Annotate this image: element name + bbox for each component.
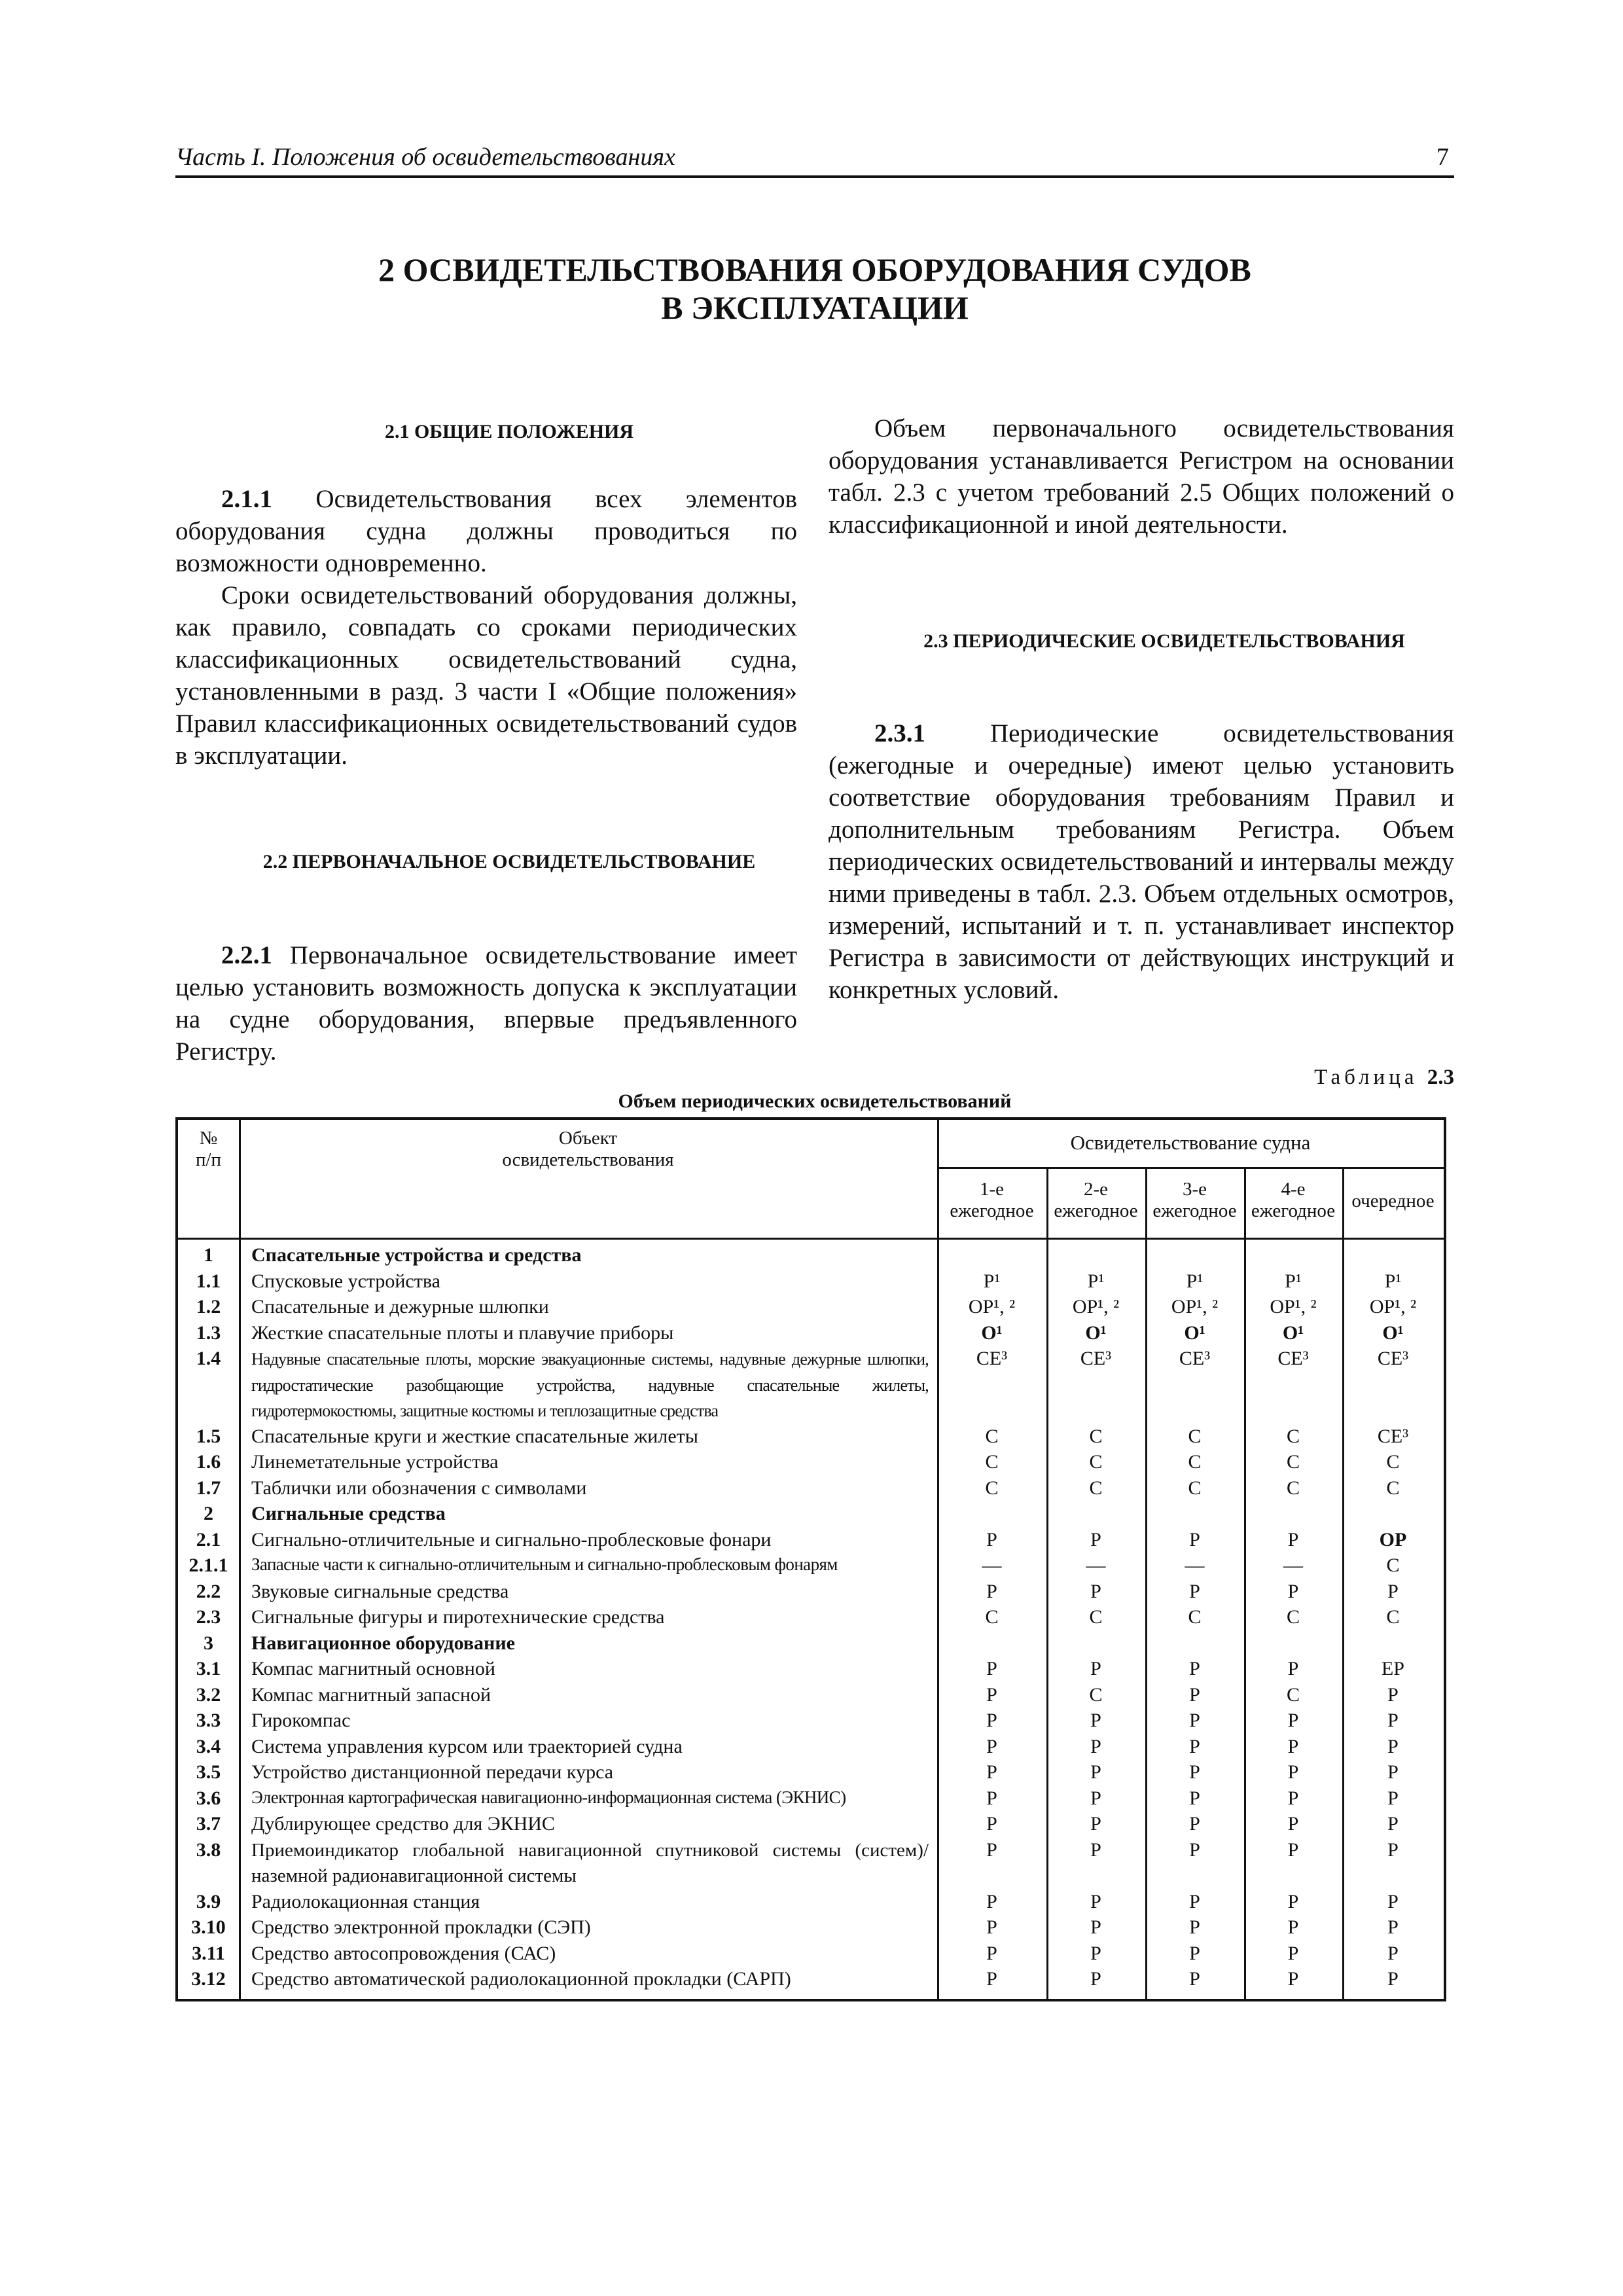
- row-value: OP¹, ²: [1270, 1296, 1317, 1318]
- section-heading-2-2: 2.2 ПЕРВОНАЧАЛЬНОЕ ОСВИДЕТЕЛЬСТВОВАНИЕ: [262, 851, 756, 872]
- row-value: C: [1188, 1477, 1202, 1499]
- row-value: P: [1189, 1787, 1200, 1809]
- row-value: P: [1189, 1916, 1200, 1938]
- row-value: P: [1189, 1968, 1200, 1990]
- chapter-title-line-1: 2 ОСВИДЕТЕЛЬСТВОВАНИЯ ОБОРУДОВАНИЯ СУДОВ: [378, 251, 1251, 288]
- row-value: C: [1089, 1606, 1103, 1628]
- row-number: 3.8: [196, 1839, 221, 1861]
- row-value: C: [1386, 1554, 1400, 1576]
- th-object-line-2: освидетельствования: [502, 1149, 674, 1170]
- th-annual-3-line-2: ежегодное: [1152, 1200, 1237, 1221]
- row-group-title: Навигационное оборудование: [251, 1632, 515, 1654]
- row-value: C: [985, 1606, 999, 1628]
- row-value: P: [1287, 1813, 1299, 1835]
- row-value: P: [986, 1813, 997, 1835]
- row-value: P: [1189, 1839, 1200, 1861]
- row-value: P: [986, 1942, 997, 1964]
- right-column: [829, 412, 1454, 1006]
- table-row: [178, 1734, 1444, 1761]
- row-value: P: [1090, 1528, 1101, 1551]
- th-annual-2: [1046, 1179, 1145, 1222]
- th-renewal: очередное: [1351, 1191, 1435, 1211]
- row-value: P: [986, 1658, 997, 1679]
- row-value: C: [985, 1451, 999, 1473]
- row-value: P: [1287, 1710, 1299, 1731]
- row-value: P: [1090, 1813, 1101, 1835]
- row-number: 2.1: [196, 1528, 221, 1551]
- running-header-title: Часть I. Положения об освидетельствованиях: [175, 143, 675, 171]
- row-object: Компас магнитный запасной: [251, 1683, 491, 1706]
- row-value: P: [1189, 1580, 1200, 1602]
- table-caption: Объем периодических освидетельствований: [618, 1090, 1012, 1112]
- row-number: 2.2: [196, 1580, 221, 1602]
- table-label-number: 2.3: [1427, 1066, 1454, 1089]
- paragraph-2-3-1: [829, 717, 1454, 1006]
- paragraph-initial-scope: Объем первоначального освидетельствования оборудования устанавливается Регистром на основании табл. 2.3 с учетом требований 2.5 Общих положений о классификационной и иной деятельности.: [829, 414, 1454, 539]
- th-annual-3: [1145, 1179, 1244, 1222]
- row-value: P: [1090, 1942, 1101, 1964]
- row-value: P: [1287, 1787, 1299, 1809]
- row-object: Средство автоматической радиолокационной прокладки (САРП): [251, 1968, 791, 1990]
- table-row: [178, 1760, 1444, 1786]
- th-annual-3-line-1: 3-е: [1182, 1179, 1207, 1200]
- row-object: Компас магнитный основной: [251, 1658, 495, 1679]
- row-value: OP¹, ²: [1171, 1296, 1219, 1318]
- th-annual-4-line-2: ежегодное: [1251, 1200, 1336, 1221]
- row-value: P: [1387, 1683, 1399, 1706]
- row-value: P: [986, 1735, 997, 1757]
- paragraph-text: Периодические освидетельствования (ежегодные и очередные) имеют целью установить соответствие оборудования требованиям Правил и дополнительным требованиям Регистра. Объем периодических освидетельствований и интервалы между ними приведены в табл. 2.3. Объем отдельных осмотров, измерений, испытаний и т. п. устанавливает инспектор Регистра в зависимости от действующих инструкций и конкретных условий.: [829, 719, 1454, 1004]
- row-value: P: [1287, 1942, 1299, 1964]
- table-row: [178, 1501, 1444, 1528]
- row-value: P: [1189, 1658, 1200, 1679]
- row-group-title: Сигнальные средства: [251, 1503, 446, 1524]
- row-value: P: [1387, 1710, 1399, 1731]
- row-object: Линеметательные устройства: [251, 1451, 499, 1473]
- row-value: C: [985, 1425, 999, 1447]
- row-value: CE³: [1080, 1348, 1112, 1369]
- row-value: P: [1387, 1580, 1399, 1602]
- row-value: P: [986, 1683, 997, 1706]
- table-row: [178, 1553, 1444, 1579]
- table-row: [178, 1321, 1444, 1347]
- row-value: OP: [1379, 1528, 1407, 1551]
- row-object: Спасательные круги и жесткие спасательные жилеты: [251, 1425, 698, 1447]
- th-object: [239, 1128, 937, 1171]
- th-survey: Освидетельствование судна: [1070, 1131, 1311, 1154]
- row-value: P: [1090, 1968, 1101, 1990]
- row-value: O¹: [1382, 1321, 1404, 1344]
- row-object: Средство электронной прокладки (СЭП): [251, 1916, 591, 1938]
- row-value: CE³: [1377, 1348, 1409, 1369]
- row-value: P¹: [1384, 1270, 1402, 1292]
- row-value: P: [1387, 1890, 1399, 1912]
- th-annual-1-line-2: ежегодное: [950, 1200, 1034, 1221]
- row-value: P: [986, 1839, 997, 1861]
- table-row: [178, 1346, 1444, 1424]
- row-object: Радиолокационная станция: [251, 1890, 480, 1912]
- row-value: P: [1387, 1839, 1399, 1861]
- row-number: 1.4: [196, 1348, 221, 1369]
- row-number: 3.9: [196, 1890, 221, 1912]
- row-value: C: [1286, 1683, 1300, 1706]
- running-header: [175, 141, 1454, 178]
- row-object: Устройство дистанционной передачи курса: [251, 1761, 614, 1783]
- row-number: 3: [204, 1632, 213, 1654]
- row-number: 1: [204, 1244, 213, 1266]
- row-value: P: [986, 1916, 997, 1938]
- row-value: O¹: [1184, 1321, 1205, 1344]
- row-number: 3.5: [196, 1761, 221, 1783]
- row-value: C: [1386, 1477, 1400, 1499]
- row-number: 3.2: [196, 1683, 221, 1706]
- row-value: P¹: [983, 1270, 1001, 1292]
- table-row: [178, 1450, 1444, 1476]
- row-value: C: [1089, 1451, 1103, 1473]
- row-value: P: [1287, 1528, 1299, 1551]
- row-value: P: [1387, 1942, 1399, 1964]
- table-row: [178, 1476, 1444, 1502]
- row-value: P: [986, 1528, 997, 1551]
- row-value: P: [1287, 1658, 1299, 1679]
- table-row: [178, 1631, 1444, 1657]
- section-heading-2-3: 2.3 ПЕРИОДИЧЕСКИЕ ОСВИДЕТЕЛЬСТВОВАНИЯ: [923, 630, 1405, 652]
- left-column: [175, 412, 797, 1067]
- row-value: P: [1387, 1813, 1399, 1835]
- row-value: P: [1090, 1580, 1101, 1602]
- row-number: 3.10: [191, 1916, 226, 1938]
- row-number: 2.3: [196, 1606, 221, 1628]
- th-annual-4: [1244, 1179, 1342, 1222]
- row-value: P: [986, 1761, 997, 1783]
- row-object: Запасные части к сигнально-отличительным и сигнально-проблесковым фонарям: [251, 1554, 838, 1574]
- row-value: P: [1287, 1839, 1299, 1861]
- th-annual-2-line-2: ежегодное: [1054, 1200, 1138, 1221]
- row-object: Спасательные и дежурные шлюпки: [251, 1296, 549, 1318]
- row-number: 1.1: [196, 1270, 221, 1292]
- table-row: [178, 1838, 1444, 1890]
- row-value: P: [1287, 1580, 1299, 1602]
- row-number: 3.1: [196, 1658, 221, 1679]
- row-value: P: [1189, 1683, 1200, 1706]
- row-value: C: [1089, 1425, 1103, 1447]
- row-group-title: Спасательные устройства и средства: [251, 1244, 582, 1266]
- row-number: 2.1.1: [188, 1554, 228, 1576]
- row-value: P: [986, 1710, 997, 1731]
- row-value: O¹: [981, 1321, 1003, 1344]
- row-number: 3.11: [192, 1942, 225, 1964]
- row-value: O¹: [1085, 1321, 1107, 1344]
- row-value: P: [1090, 1658, 1101, 1679]
- row-value: P: [1090, 1761, 1101, 1783]
- row-number: 3.7: [196, 1813, 221, 1835]
- table-row: [178, 1812, 1444, 1838]
- row-value: C: [1286, 1425, 1300, 1447]
- table-row: [178, 1683, 1444, 1709]
- row-value: C: [1089, 1477, 1103, 1499]
- row-value: P: [986, 1968, 997, 1990]
- row-value: P: [1387, 1968, 1399, 1990]
- table-hrule: [937, 1167, 1444, 1169]
- row-value: CE³: [1179, 1348, 1211, 1369]
- paragraph-text: Первоначальное освидетельствование имеет целью установить возможность допуска к эксплуатации на судне оборудования, впервые предъявленного Регистру.: [175, 941, 797, 1066]
- th-num-line-2: п/п: [195, 1149, 222, 1170]
- paragraph-terms: Сроки освидетельствований оборудования должны, как правило, совпадать со сроками периодических классификационных освидетельствований судна, установленными в разд. 3 части I «Общие положения» Правил классификационных освидетельствований судов в эксплуатации.: [175, 581, 797, 770]
- row-value: P: [986, 1580, 997, 1602]
- header-rule: [175, 175, 1454, 178]
- row-number: 1.2: [196, 1296, 221, 1318]
- th-num-line-1: №: [199, 1128, 218, 1149]
- row-value: P: [1287, 1968, 1299, 1990]
- row-value: P: [1189, 1735, 1200, 1757]
- table-hrule: [178, 1238, 1444, 1240]
- row-value: P: [1090, 1787, 1101, 1809]
- row-value: C: [1286, 1606, 1300, 1628]
- section-heading-2-1: 2.1 ОБЩИЕ ПОЛОЖЕНИЯ: [384, 421, 634, 442]
- table-row: [178, 1786, 1444, 1812]
- row-value: P: [1287, 1735, 1299, 1757]
- row-value: P: [1189, 1761, 1200, 1783]
- row-value: P: [1189, 1710, 1200, 1731]
- paragraph-2-2-1: [175, 939, 797, 1067]
- paragraph-number: 2.1.1: [221, 485, 272, 513]
- row-number: 1.6: [196, 1451, 221, 1473]
- row-value: P: [1189, 1528, 1200, 1551]
- row-value: C: [1386, 1606, 1400, 1628]
- table-row: [178, 1890, 1444, 1916]
- table-row: [178, 1708, 1444, 1734]
- row-object: Жесткие спасательные плоты и плавучие приборы: [251, 1321, 674, 1344]
- table-label-word: Таблица: [1314, 1066, 1418, 1089]
- row-value: EP: [1381, 1658, 1404, 1679]
- row-number: 1.5: [196, 1425, 221, 1447]
- row-value: P: [1090, 1916, 1101, 1938]
- row-value: OP¹, ²: [968, 1296, 1016, 1318]
- row-object: Таблички или обозначения с символами: [251, 1477, 587, 1499]
- row-value: C: [1188, 1425, 1202, 1447]
- row-value: CE³: [976, 1348, 1008, 1369]
- row-value: O¹: [1282, 1321, 1304, 1344]
- paragraph-2-1-1: [175, 483, 797, 579]
- row-object: Система управления курсом или траекторией судна: [251, 1735, 683, 1757]
- row-number: 1.7: [196, 1477, 221, 1499]
- row-value: C: [1188, 1451, 1202, 1473]
- paragraph-number: 2.3.1: [874, 719, 925, 747]
- row-value: P: [1387, 1916, 1399, 1938]
- table-row: [178, 1967, 1444, 1993]
- row-value: —: [1086, 1554, 1106, 1576]
- row-number: 1.3: [196, 1321, 221, 1344]
- row-value: P: [1287, 1890, 1299, 1912]
- table-label: [1314, 1066, 1454, 1090]
- row-value: P: [986, 1890, 997, 1912]
- row-value: P¹: [1186, 1270, 1204, 1292]
- row-object: Сигнально-отличительные и сигнально-проблесковые фонари: [251, 1528, 772, 1551]
- row-object: Дублирующее средство для ЭКНИС: [251, 1813, 555, 1835]
- table-row: [178, 1243, 1444, 1269]
- row-value: OP¹, ²: [1369, 1296, 1417, 1318]
- row-value: OP¹, ²: [1072, 1296, 1120, 1318]
- paragraph-number: 2.2.1: [221, 941, 272, 969]
- row-object: Электронная картографическая навигационно-информационная система (ЭКНИС): [251, 1787, 846, 1807]
- row-value: P: [1387, 1787, 1399, 1809]
- row-object: Спусковые устройства: [251, 1270, 440, 1292]
- table-row: [178, 1424, 1444, 1450]
- th-annual-1-line-1: 1-е: [979, 1179, 1005, 1200]
- row-object: Надувные спасательные плоты, морские эвакуационные системы, надувные дежурные шлюпки, гидростатические разобщающие устройства, надувные спасательные жилеты, гидротермокостюмы, защитные костюмы и теплозащитные средства: [251, 1350, 929, 1420]
- table-row: [178, 1915, 1444, 1941]
- th-object-line-1: Объект: [558, 1128, 618, 1149]
- row-value: P: [1387, 1735, 1399, 1757]
- table-row: [178, 1579, 1444, 1605]
- row-value: C: [1286, 1451, 1300, 1473]
- row-value: C: [1286, 1477, 1300, 1499]
- th-annual-4-line-1: 4-е: [1281, 1179, 1306, 1200]
- row-value: P: [986, 1787, 997, 1809]
- survey-table: [175, 1117, 1446, 2001]
- table-row: [178, 1269, 1444, 1295]
- th-annual-1: [937, 1179, 1046, 1222]
- row-value: P: [1189, 1942, 1200, 1964]
- row-value: C: [1188, 1606, 1202, 1628]
- row-value: P¹: [1285, 1270, 1302, 1292]
- row-value: —: [982, 1554, 1002, 1576]
- row-value: P: [1090, 1735, 1101, 1757]
- row-value: C: [1386, 1451, 1400, 1473]
- row-number: 3.4: [196, 1735, 221, 1757]
- row-object: Приемоиндикатор глобальной навигационной спутниковой системы (систем)/наземной радионавигационной системы: [251, 1839, 929, 1886]
- row-number: 2: [204, 1503, 213, 1524]
- row-value: CE³: [1377, 1425, 1409, 1447]
- th-num: [178, 1128, 239, 1171]
- row-value: P¹: [1087, 1270, 1105, 1292]
- row-object: Гирокомпас: [251, 1710, 351, 1731]
- row-value: P: [1189, 1890, 1200, 1912]
- row-value: P: [1387, 1761, 1399, 1783]
- paragraph-text: Освидетельствования всех элементов оборудования судна должны проводиться по возможности одновременно.: [175, 485, 797, 577]
- row-object: Средство автосопровождения (САС): [251, 1942, 556, 1964]
- row-object: Сигнальные фигуры и пиротехнические средства: [251, 1606, 665, 1628]
- table-row: [178, 1941, 1444, 1967]
- row-value: P: [1287, 1916, 1299, 1938]
- row-value: —: [1185, 1554, 1205, 1576]
- chapter-title-line-2: В ЭКСПЛУАТАЦИИ: [661, 289, 969, 326]
- row-value: P: [1090, 1839, 1101, 1861]
- row-value: C: [985, 1477, 999, 1499]
- row-value: CE³: [1277, 1348, 1309, 1369]
- row-value: P: [1189, 1813, 1200, 1835]
- row-number: 3.6: [196, 1787, 221, 1809]
- table-row: [178, 1657, 1444, 1683]
- row-value: P: [1090, 1710, 1101, 1731]
- table-row: [178, 1528, 1444, 1554]
- th-annual-2-line-1: 2-е: [1083, 1179, 1109, 1200]
- row-value: P: [1287, 1761, 1299, 1783]
- row-value: P: [1090, 1890, 1101, 1912]
- row-value: C: [1089, 1683, 1103, 1706]
- row-number: 3.3: [196, 1710, 221, 1731]
- table-row: [178, 1605, 1444, 1631]
- row-object: Звуковые сигнальные средства: [251, 1580, 509, 1602]
- row-number: 3.12: [191, 1968, 226, 1990]
- table-row: [178, 1295, 1444, 1321]
- page-number: 7: [1436, 143, 1449, 171]
- row-value: —: [1283, 1554, 1303, 1576]
